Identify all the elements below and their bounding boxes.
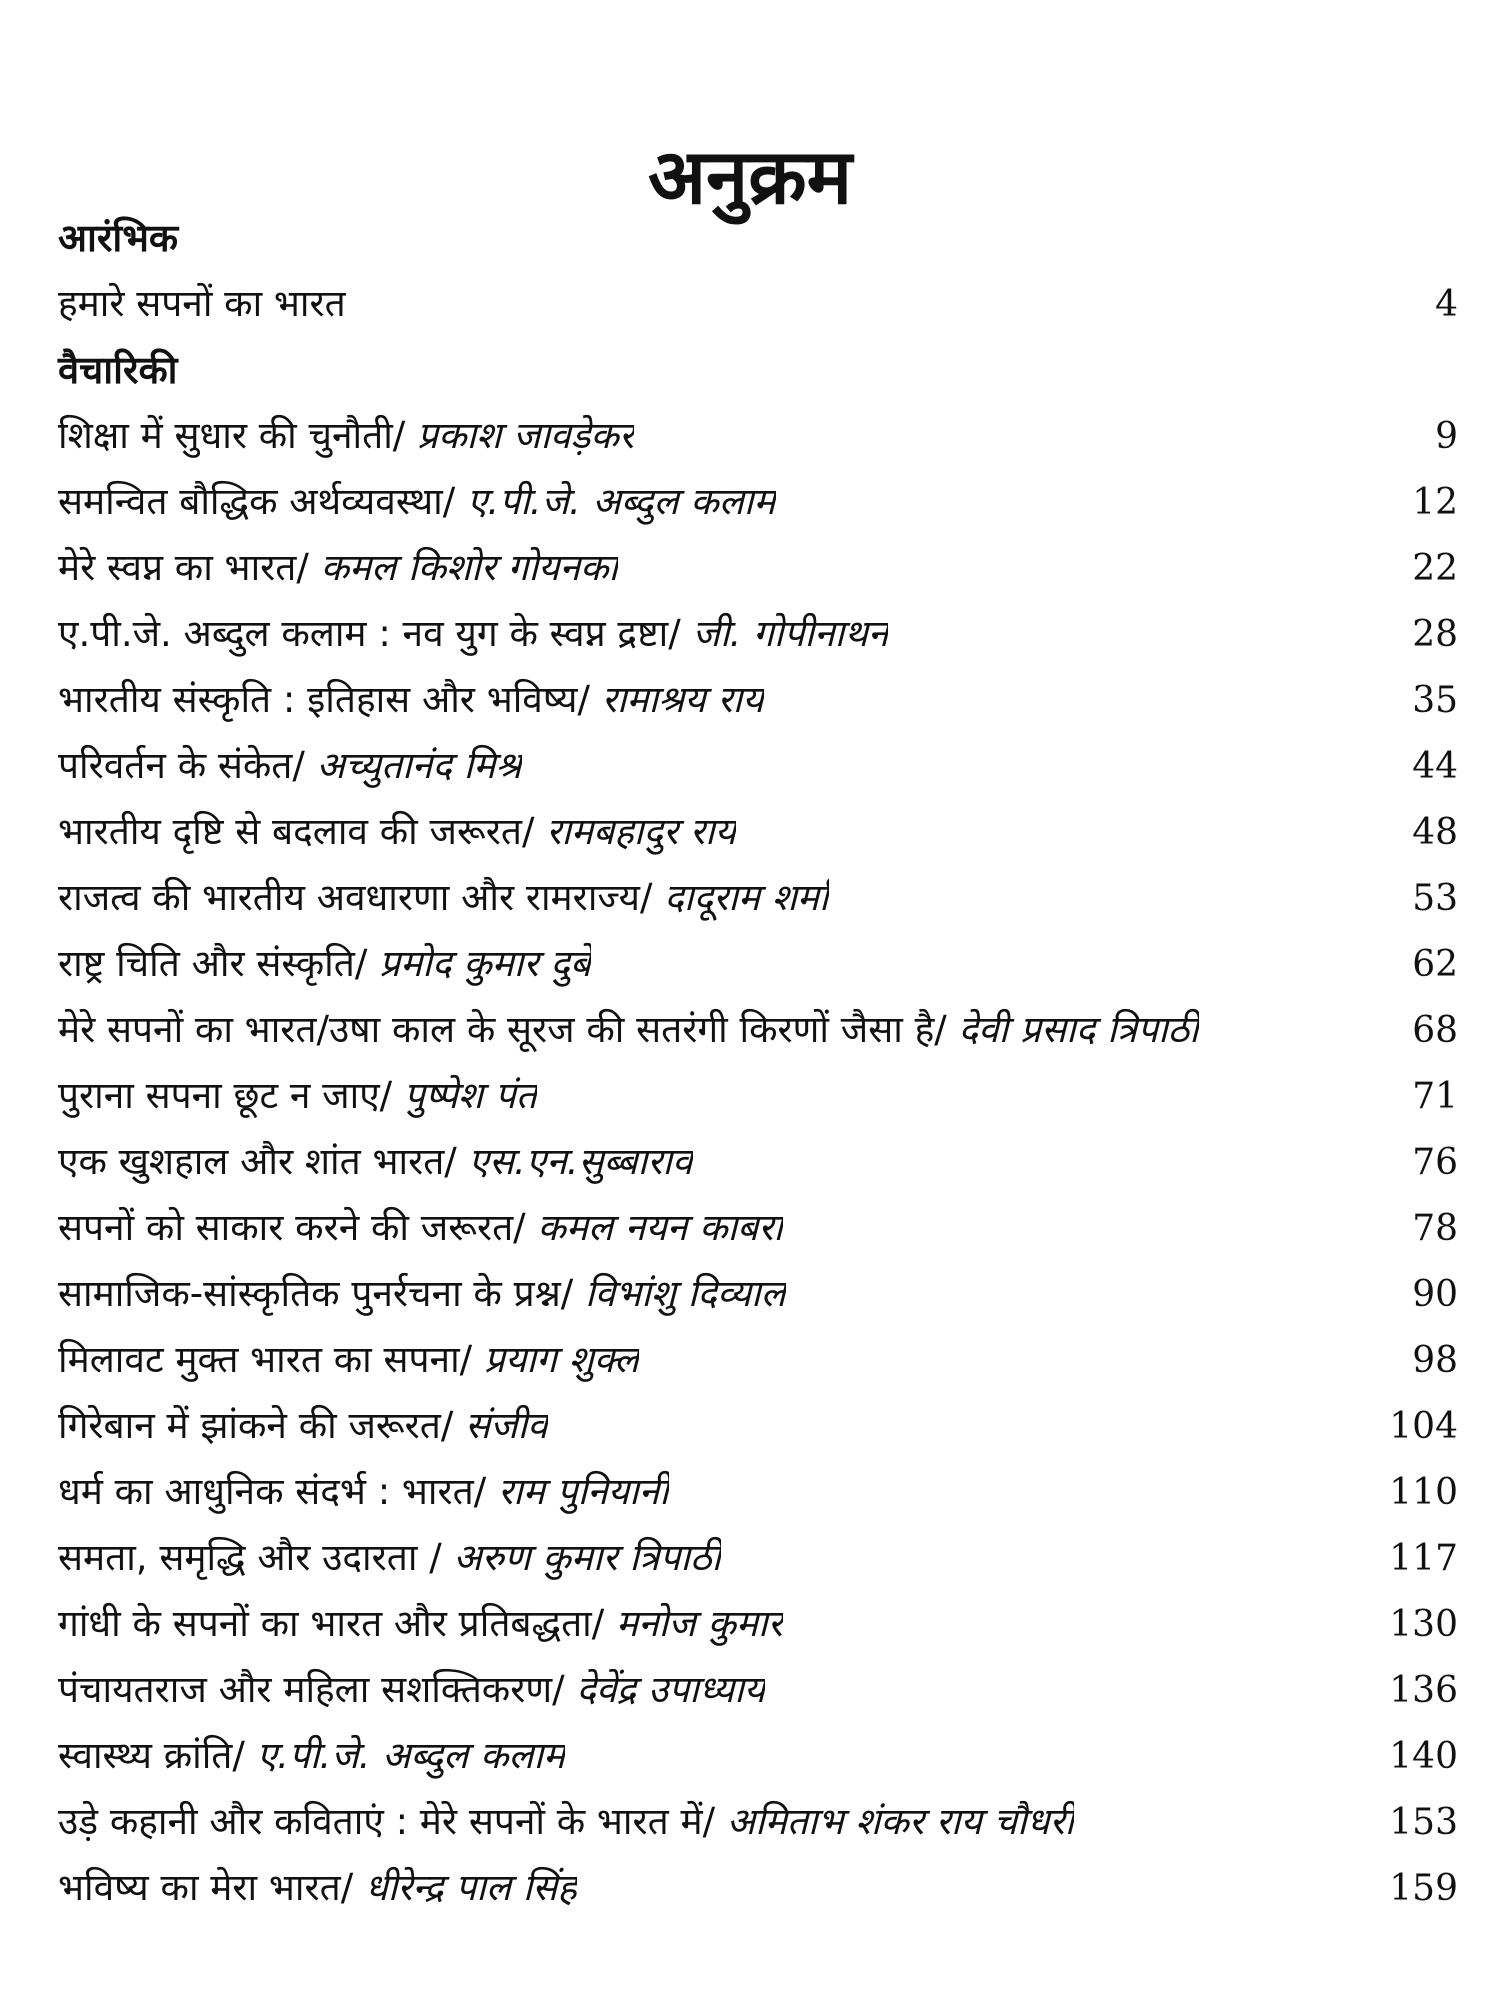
entry-author: पुष्पेश पंत bbox=[403, 1074, 537, 1117]
entry-page-number: 90 bbox=[1412, 1274, 1458, 1315]
entry-title: शिक्षा में सुधार की चुनौती/ bbox=[58, 414, 406, 457]
entry-author: ए.पी.जे. अब्दुल कलाम bbox=[256, 1734, 566, 1777]
entry-title: राजत्व की भारतीय अवधारणा और रामराज्य/ bbox=[58, 876, 653, 919]
toc-entry[interactable] bbox=[58, 1327, 1458, 1393]
entry-page-number: 48 bbox=[1412, 812, 1458, 853]
toc-entry[interactable] bbox=[58, 1657, 1458, 1723]
entry-text bbox=[58, 1063, 537, 1129]
entry-page-number: 104 bbox=[1389, 1406, 1458, 1447]
toc-entry[interactable] bbox=[58, 931, 1458, 997]
entry-page-number: 4 bbox=[1435, 284, 1458, 325]
entry-author: प्रमोद कुमार दुबे bbox=[379, 942, 592, 985]
toc-entry[interactable] bbox=[58, 1063, 1458, 1129]
entry-title: समता, समृद्धि और उदारता / bbox=[58, 1536, 442, 1579]
entry-text bbox=[58, 931, 591, 997]
entry-title: स्वास्थ्य क्रांति/ bbox=[58, 1734, 245, 1777]
entry-text bbox=[58, 1327, 639, 1393]
entry-title: गांधी के सपनों का भारत और प्रतिबद्धता/ bbox=[58, 1602, 605, 1645]
entry-text bbox=[58, 403, 634, 469]
entry-page-number: 98 bbox=[1412, 1340, 1458, 1381]
entry-text bbox=[58, 799, 736, 865]
entry-author: प्रयाग शुक्ल bbox=[483, 1338, 639, 1381]
entry-text bbox=[58, 997, 1199, 1063]
entry-title: सामाजिक-सांस्कृतिक पुनर्रचना के प्रश्न/ bbox=[58, 1272, 574, 1315]
entry-author: देवेंद्र उपाध्याय bbox=[576, 1668, 766, 1711]
toc-entry[interactable] bbox=[58, 469, 1458, 535]
entry-text bbox=[58, 865, 829, 931]
entry-author: दादूराम शर्मा bbox=[664, 876, 829, 919]
entry-title: पुराना सपना छूट न जाए/ bbox=[58, 1074, 393, 1117]
entry-page-number: 78 bbox=[1412, 1208, 1458, 1249]
toc-entry[interactable] bbox=[58, 1261, 1458, 1327]
entry-title: भारतीय संस्कृति : इतिहास और भविष्य/ bbox=[58, 678, 590, 721]
toc-entry[interactable] bbox=[58, 535, 1458, 601]
entry-title: उड़े कहानी और कविताएं : मेरे सपनों के भारत में/ bbox=[58, 1800, 716, 1843]
toc-entry[interactable] bbox=[58, 1723, 1458, 1789]
entry-title: सपनों को साकार करने की जरूरत/ bbox=[58, 1206, 526, 1249]
entry-text bbox=[58, 1855, 577, 1921]
entry-author: संजीव bbox=[465, 1404, 548, 1447]
entry-page-number: 110 bbox=[1389, 1472, 1458, 1513]
entry-text bbox=[58, 667, 764, 733]
entry-text bbox=[58, 1789, 1074, 1855]
entry-text bbox=[58, 1525, 721, 1591]
toc-entry[interactable] bbox=[58, 667, 1458, 733]
entry-author: रामबहादुर राय bbox=[546, 810, 737, 853]
toc-entry[interactable] bbox=[58, 403, 1458, 469]
toc-entry[interactable] bbox=[58, 1789, 1458, 1855]
entry-page-number: 140 bbox=[1389, 1736, 1458, 1777]
entry-title: गिरेबान में झांकने की जरूरत/ bbox=[58, 1404, 454, 1447]
entry-page-number: 71 bbox=[1412, 1076, 1458, 1117]
entry-text bbox=[58, 1723, 565, 1789]
entry-text bbox=[58, 1459, 669, 1525]
entry-author: देवी प्रसाद त्रिपाठी bbox=[958, 1008, 1199, 1051]
entry-author: कमल नयन काबरा bbox=[537, 1206, 783, 1249]
entry-page-number: 136 bbox=[1389, 1670, 1458, 1711]
entry-text bbox=[58, 1657, 765, 1723]
section-heading: वैचारिकी bbox=[58, 348, 178, 392]
toc-entry[interactable] bbox=[58, 1393, 1458, 1459]
entry-title: राष्ट्र चिति और संस्कृति/ bbox=[58, 942, 368, 985]
entry-author: मनोज कुमार bbox=[616, 1602, 783, 1645]
toc-entry[interactable] bbox=[58, 1129, 1458, 1195]
toc-entry[interactable] bbox=[58, 1591, 1458, 1657]
entry-title: ए.पी.जे. अब्दुल कलाम : नव युग के स्वप्न द्रष्टा/ bbox=[58, 612, 681, 655]
entry-text bbox=[58, 1591, 783, 1657]
entry-title: समन्वित बौद्धिक अर्थव्यवस्था/ bbox=[58, 480, 456, 523]
entry-text bbox=[58, 1261, 786, 1327]
entry-page-number: 22 bbox=[1412, 548, 1458, 589]
entry-page-number: 44 bbox=[1412, 746, 1458, 787]
toc-entry[interactable] bbox=[58, 799, 1458, 865]
entry-page-number: 12 bbox=[1412, 482, 1458, 523]
entry-title: परिवर्तन के संकेत/ bbox=[58, 744, 305, 787]
entry-author: एस.एन.सुब्बाराव bbox=[468, 1140, 693, 1183]
entry-text bbox=[58, 1129, 693, 1195]
entry-title: एक खुशहाल और शांत भारत/ bbox=[58, 1140, 457, 1183]
entry-author: अमिताभ शंकर राय चौधरी bbox=[726, 1800, 1075, 1843]
page-title: अनुक्रम bbox=[647, 131, 853, 221]
section-heading: आरंभिक bbox=[58, 216, 179, 260]
entry-page-number: 9 bbox=[1435, 416, 1458, 457]
entry-author: अच्युतानंद मिश्र bbox=[316, 744, 522, 787]
entry-page-number: 76 bbox=[1412, 1142, 1458, 1183]
entry-author: धीरेन्द्र पाल सिंह bbox=[364, 1866, 577, 1909]
entry-page-number: 62 bbox=[1412, 944, 1458, 985]
entry-author: राम पुनियानी bbox=[497, 1470, 669, 1513]
toc-entry[interactable] bbox=[58, 601, 1458, 667]
entry-author: जी. गोपीनाथन bbox=[692, 612, 889, 655]
toc-entry[interactable] bbox=[58, 1459, 1458, 1525]
entry-page-number: 28 bbox=[1412, 614, 1458, 655]
entry-text bbox=[58, 535, 618, 601]
entry-title: धर्म का आधुनिक संदर्भ : भारत/ bbox=[58, 1470, 487, 1513]
entry-title: मेरे सपनों का भारत/उषा काल के सूरज की सतरंगी किरणों जैसा है/ bbox=[58, 1008, 947, 1051]
entry-page-number: 153 bbox=[1389, 1802, 1458, 1843]
entry-author: कमल किशोर गोयनका bbox=[320, 546, 619, 589]
entry-author: ए.पी.जे. अब्दुल कलाम bbox=[466, 480, 776, 523]
entry-author: रामाश्रय राय bbox=[601, 678, 764, 721]
entry-title: मेरे स्वप्न का भारत/ bbox=[58, 546, 309, 589]
toc-entry[interactable] bbox=[58, 865, 1458, 931]
toc-entry[interactable] bbox=[58, 1855, 1458, 1921]
entry-title: भारतीय दृष्टि से बदलाव की जरूरत/ bbox=[58, 810, 535, 853]
entry-title: भविष्य का मेरा भारत/ bbox=[58, 1866, 354, 1909]
entry-text bbox=[58, 1195, 783, 1261]
toc-entry[interactable] bbox=[58, 1195, 1458, 1261]
entry-text bbox=[58, 733, 522, 799]
table-of-contents bbox=[58, 205, 1458, 1921]
entry-page-number: 117 bbox=[1389, 1538, 1458, 1579]
entry-page-number: 130 bbox=[1389, 1604, 1458, 1645]
entry-page-number: 68 bbox=[1412, 1010, 1458, 1051]
entry-text bbox=[58, 469, 776, 535]
entry-page-number: 159 bbox=[1389, 1868, 1458, 1909]
toc-entry[interactable] bbox=[58, 1525, 1458, 1591]
toc-entry[interactable] bbox=[58, 733, 1458, 799]
entry-title: हमारे सपनों का भारत bbox=[58, 282, 346, 325]
entry-author: प्रकाश जावड़ेकर bbox=[417, 414, 634, 457]
entry-author: विभांशु दिव्याल bbox=[585, 1272, 786, 1315]
entry-text bbox=[58, 1393, 548, 1459]
entry-title: मिलावट मुक्त भारत का सपना/ bbox=[58, 1338, 473, 1381]
entry-page-number: 35 bbox=[1412, 680, 1458, 721]
toc-entry[interactable] bbox=[58, 271, 1458, 337]
entry-text bbox=[58, 271, 346, 337]
entry-title: पंचायतराज और महिला सशक्तिकरण/ bbox=[58, 1668, 565, 1711]
entry-author: अरुण कुमार त्रिपाठी bbox=[453, 1536, 722, 1579]
entry-text bbox=[58, 601, 888, 667]
toc-entry[interactable] bbox=[58, 997, 1458, 1063]
entry-page-number: 53 bbox=[1412, 878, 1458, 919]
